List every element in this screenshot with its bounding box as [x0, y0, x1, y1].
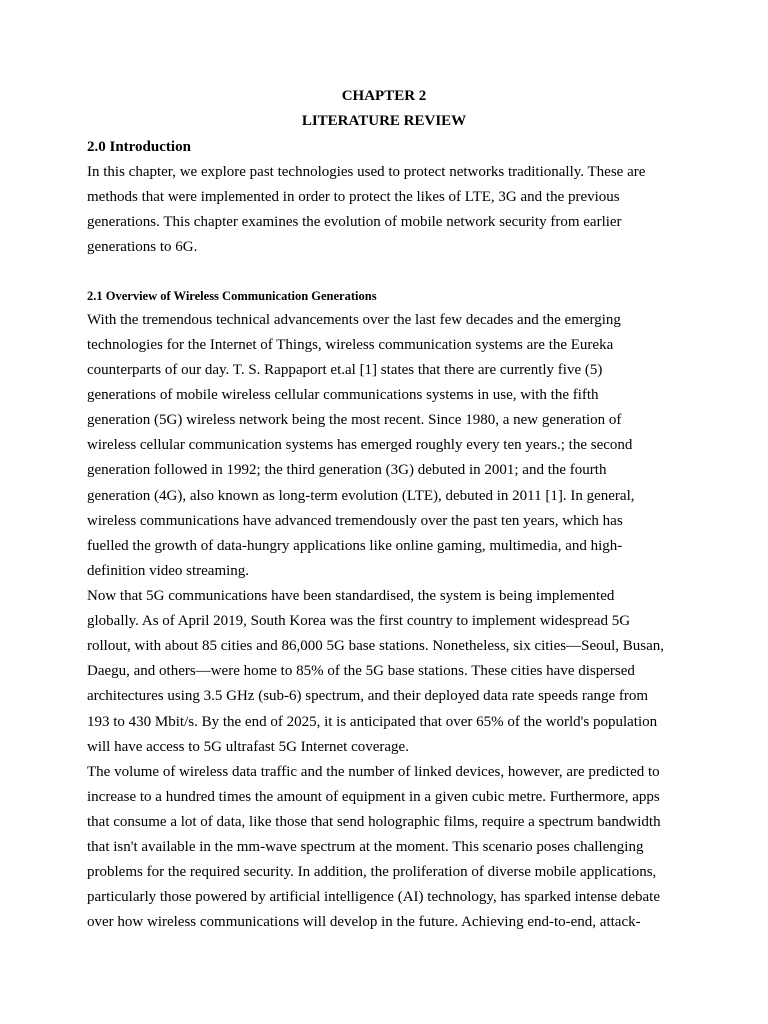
text-line: 193 to 430 Mbit/s. By the end of 2025, it is anticipated that over 65% of the world's population [87, 714, 658, 730]
text-line: wireless communications have advanced tremendously over the past ten years, which has [87, 513, 623, 529]
text-line: technologies for the Internet of Things, wireless communication systems are the Eureka [87, 337, 614, 353]
text-line: wireless cellular communication systems has emerged roughly every ten years.; the second [87, 437, 633, 453]
text-line: Now that 5G communications have been standardised, the system is being implemented [87, 588, 615, 604]
text-line: particularly those powered by artificial intelligence (AI) technology, has sparked intense debate [87, 889, 660, 905]
text-line: In this chapter, we explore past technologies used to protect networks traditionally. These are [87, 164, 646, 180]
text-line: generations. This chapter examines the evolution of mobile network security from earlier [87, 214, 622, 230]
text-line: will have access to 5G ultrafast 5G Internet coverage. [87, 739, 409, 755]
text-line: generation (5G) wireless network being the most recent. Since 1980, a new generation of [87, 412, 622, 428]
section-heading-introduction: 2.0 Introduction [87, 139, 191, 155]
text-line: architectures using 3.5 GHz (sub-6) spectrum, and their deployed data rate speeds range from [87, 688, 649, 704]
chapter-number: CHAPTER 2 [341, 88, 427, 104]
text-line: counterparts of our day. T. S. Rappaport et.al [1] states that there are currently five (5) [87, 362, 603, 378]
text-line: that consume a lot of data, like those that send holographic films, require a spectrum bandwidth [87, 814, 661, 830]
text-line: generation followed in 1992; the third generation (3G) debuted in 2001; and the fourth [87, 462, 607, 478]
text-line: globally. As of April 2019, South Korea was the first country to implement widespread 5G [87, 613, 631, 629]
text-line: definition video streaming. [87, 563, 250, 579]
text-line: generation (4G), also known as long-term evolution (LTE), debuted in 2011 [1]. In general, [87, 488, 635, 504]
text-line: increase to a hundred times the amount of equipment in a given cubic metre. Furthermore, apps [87, 789, 660, 805]
text-line: The volume of wireless data traffic and the number of linked devices, however, are predicted to [87, 764, 660, 780]
text-line: generations to 6G. [87, 239, 198, 255]
text-line: fuelled the growth of data-hungry applications like online gaming, multimedia, and high- [87, 538, 623, 554]
text-line: over how wireless communications will develop in the future. Achieving end-to-end, attack- [87, 914, 641, 930]
text-line: generations of mobile wireless cellular communications systems in use, with the fifth [87, 387, 599, 403]
text-line: that isn't available in the mm-wave spectrum at the moment. This scenario poses challenging [87, 839, 644, 855]
text-line: rollout, with about 85 cities and 86,000 5G base stations. Nonetheless, six cities—Seoul, Busan, [87, 638, 665, 654]
text-line: problems for the required security. In addition, the proliferation of diverse mobile applications, [87, 864, 657, 880]
text-line: Daegu, and others—were home to 85% of the 5G base stations. These cities have dispersed [87, 663, 635, 679]
text-line: With the tremendous technical advancements over the last few decades and the emerging [87, 312, 621, 328]
text-line: methods that were implemented in order to protect the likes of LTE, 3G and the previous [87, 189, 620, 205]
section-heading-overview: 2.1 Overview of Wireless Communication Generations [87, 289, 377, 303]
chapter-title: LITERATURE REVIEW [301, 113, 467, 129]
